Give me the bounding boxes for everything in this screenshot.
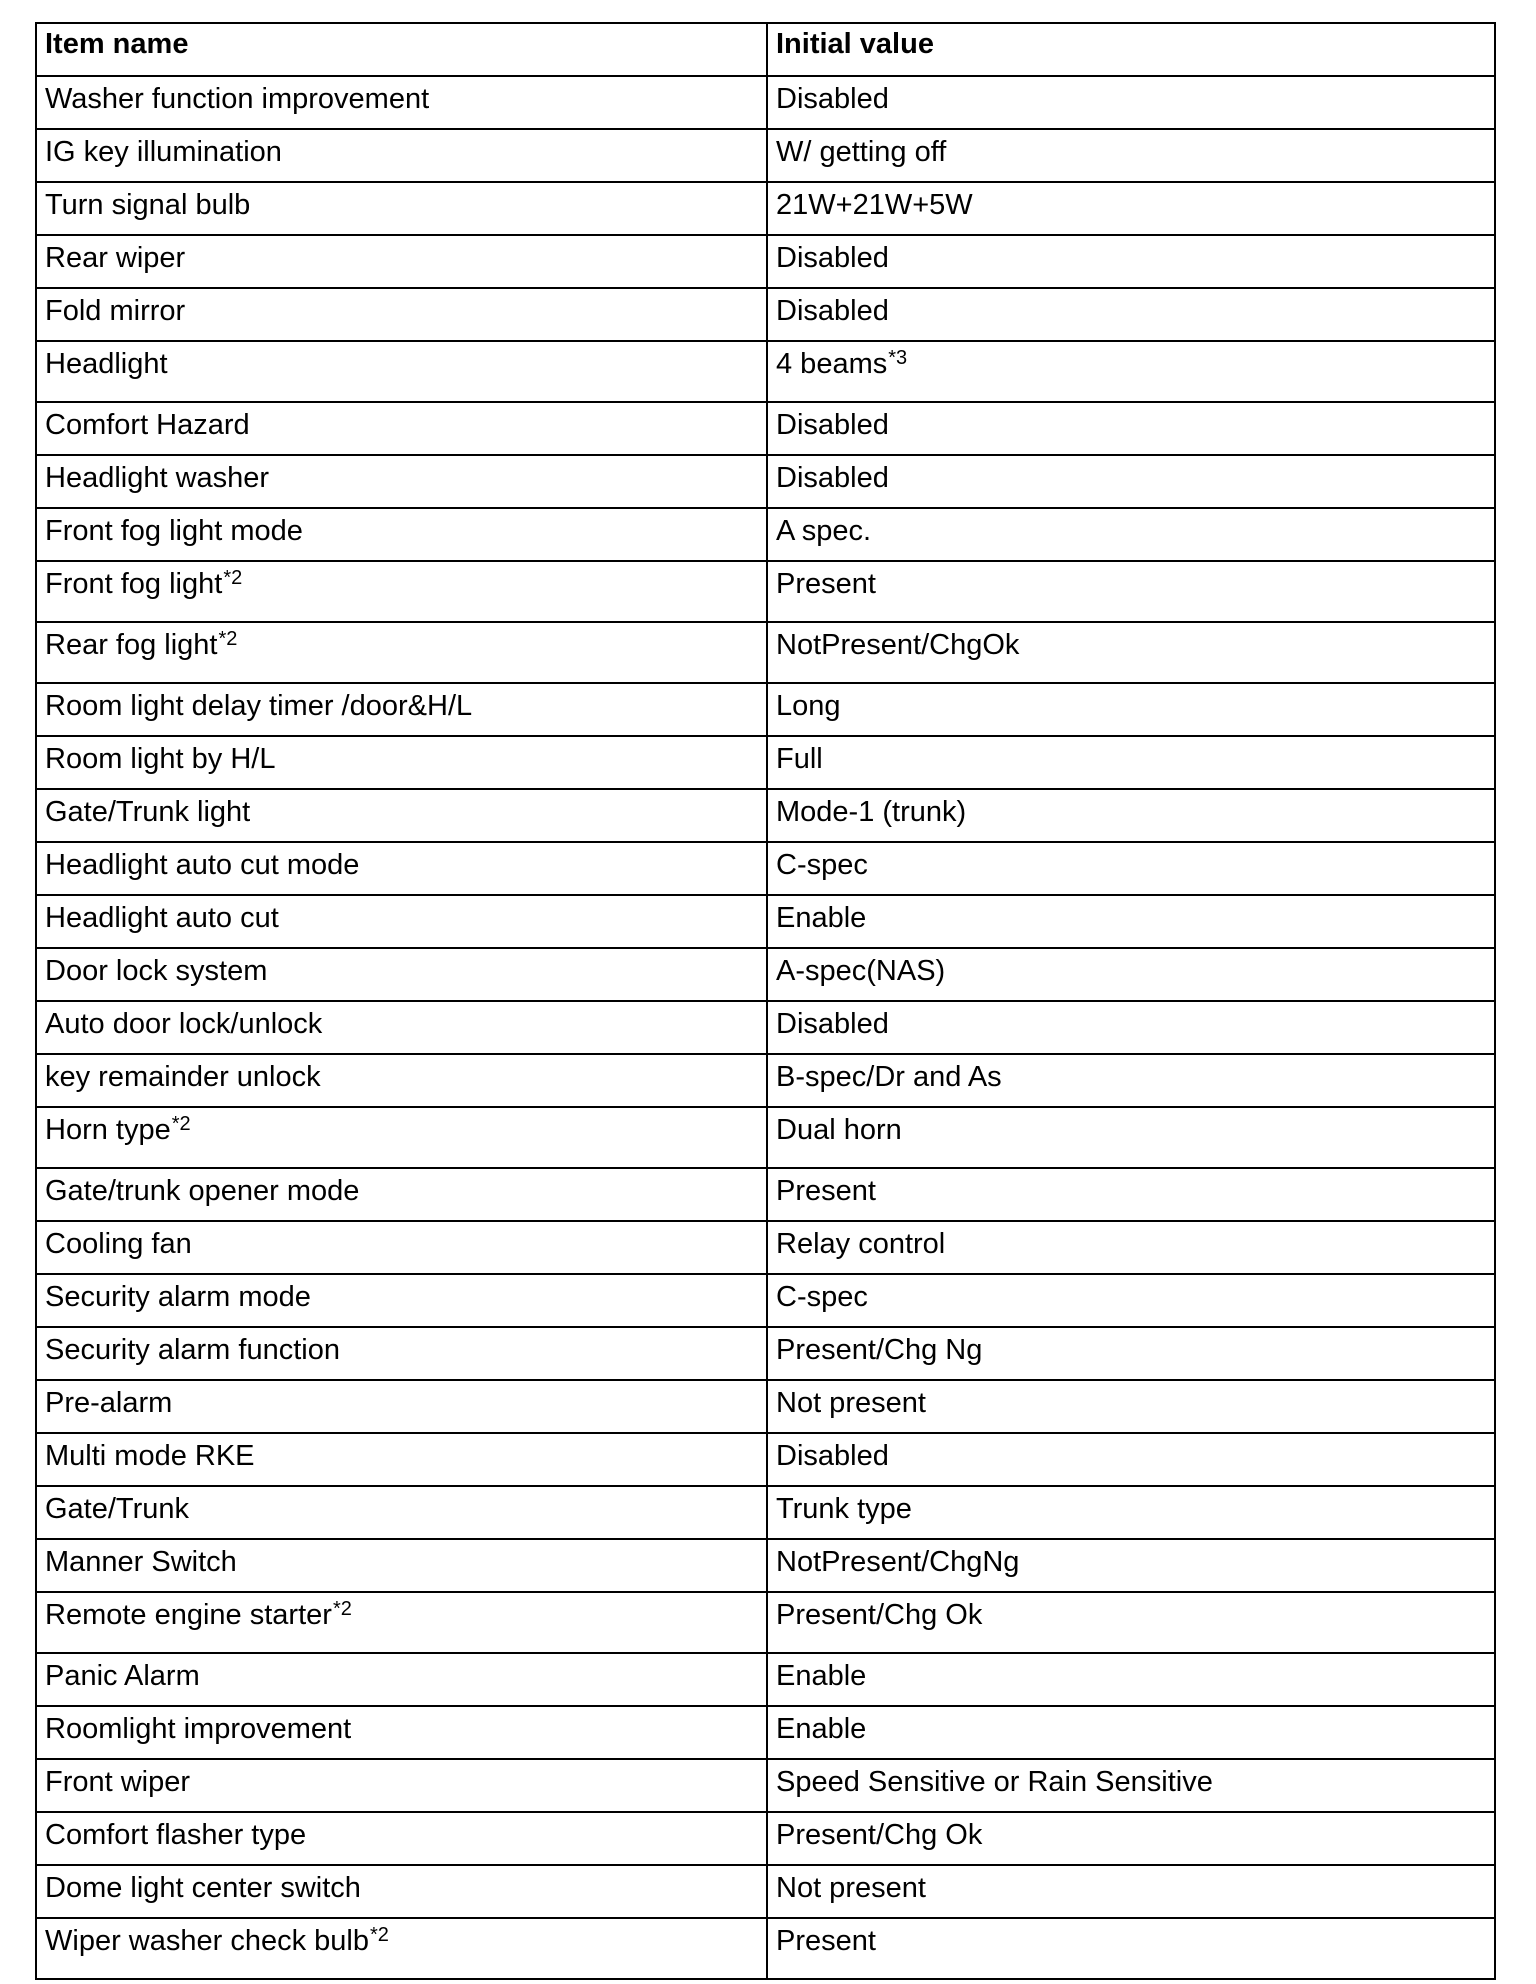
item-name-text: Room light delay timer /door&H/L	[45, 690, 473, 722]
initial-value-text: Disabled	[776, 1008, 889, 1040]
item-name-cell	[36, 1221, 767, 1274]
item-name-text: Front wiper	[45, 1766, 191, 1798]
initial-value-text: Present	[776, 1175, 876, 1207]
item-name-cell	[36, 129, 767, 182]
initial-value-text: Present	[776, 1925, 876, 1957]
table-row	[36, 508, 1495, 561]
table-row	[36, 1107, 1495, 1168]
initial-value-cell	[767, 1001, 1495, 1054]
initial-value-cell	[767, 1918, 1495, 1979]
initial-value-cell	[767, 736, 1495, 789]
item-name-text: Roomlight improvement	[45, 1713, 352, 1745]
item-name-cell	[36, 1653, 767, 1706]
initial-value-text: Disabled	[776, 1440, 889, 1472]
item-name-cell	[36, 288, 767, 341]
item-name-text: key remainder unlock	[45, 1061, 321, 1093]
table-row	[36, 341, 1495, 402]
table-row	[36, 1865, 1495, 1918]
initial-value-text: NotPresent/ChgOk	[776, 629, 1020, 661]
item-name-cell	[36, 1592, 767, 1653]
header-item-name: Item name	[36, 23, 767, 76]
item-name-text: Washer function improvement	[45, 83, 430, 115]
item-name-text: Security alarm mode	[45, 1281, 311, 1313]
item-name-cell	[36, 789, 767, 842]
initial-value-cell	[767, 1653, 1495, 1706]
initial-value-text: B-spec/Dr and As	[776, 1061, 1002, 1093]
initial-value-text: Mode-1 (trunk)	[776, 796, 967, 828]
item-name-text: Room light by H/L	[45, 743, 276, 775]
initial-value-cell	[767, 1274, 1495, 1327]
item-name-text: Multi mode RKE	[45, 1440, 255, 1472]
initial-value-cell	[767, 402, 1495, 455]
table-row	[36, 842, 1495, 895]
item-name-text: Gate/Trunk light	[45, 796, 251, 828]
initial-value-text: Disabled	[776, 242, 889, 274]
table-row	[36, 1327, 1495, 1380]
item-name-text: Headlight washer	[45, 462, 270, 494]
initial-value-cell	[767, 895, 1495, 948]
footnote-marker: *2	[223, 567, 243, 589]
initial-value-cell	[767, 76, 1495, 129]
settings-table	[35, 22, 1496, 1980]
initial-value-cell	[767, 789, 1495, 842]
item-name-cell	[36, 1865, 767, 1918]
item-name-text: Front fog light mode	[45, 515, 303, 547]
item-name-text: Door lock system	[45, 955, 268, 987]
item-name-cell	[36, 948, 767, 1001]
item-name-text: Fold mirror	[45, 295, 186, 327]
table-row	[36, 1759, 1495, 1812]
footnote-marker: *2	[171, 1113, 191, 1135]
item-name-cell	[36, 402, 767, 455]
initial-value-cell	[767, 683, 1495, 736]
initial-value-cell	[767, 622, 1495, 683]
initial-value-text: Enable	[776, 902, 867, 934]
initial-value-cell	[767, 1380, 1495, 1433]
initial-value-cell	[767, 1865, 1495, 1918]
initial-value-text: C-spec	[776, 1281, 868, 1313]
initial-value-text: Disabled	[776, 295, 889, 327]
item-name-text: Headlight auto cut	[45, 902, 279, 934]
table-row	[36, 182, 1495, 235]
initial-value-text: Full	[776, 743, 823, 775]
footnote-marker: *3	[888, 347, 908, 369]
item-name-text: Rear fog light	[45, 629, 218, 661]
item-name-cell	[36, 1001, 767, 1054]
item-name-text: Gate/Trunk	[45, 1493, 189, 1525]
item-name-text: Comfort flasher type	[45, 1819, 307, 1851]
initial-value-text: Present/Chg Ok	[776, 1819, 983, 1851]
initial-value-cell	[767, 1107, 1495, 1168]
initial-value-text: 21W+21W+5W	[776, 189, 973, 221]
initial-value-text: Disabled	[776, 83, 889, 115]
initial-value-text: Dual horn	[776, 1114, 902, 1146]
initial-value-text: Present/Chg Ok	[776, 1599, 983, 1631]
item-name-text: Front fog light	[45, 568, 223, 600]
initial-value-text: Disabled	[776, 409, 889, 441]
item-name-cell	[36, 76, 767, 129]
table-row	[36, 1486, 1495, 1539]
initial-value-cell	[767, 455, 1495, 508]
initial-value-cell	[767, 948, 1495, 1001]
table-row	[36, 895, 1495, 948]
table-row	[36, 1221, 1495, 1274]
initial-value-cell	[767, 182, 1495, 235]
initial-value-cell	[767, 341, 1495, 402]
initial-value-text: Relay control	[776, 1228, 946, 1260]
initial-value-cell	[767, 508, 1495, 561]
table-row	[36, 789, 1495, 842]
initial-value-text: C-spec	[776, 849, 868, 881]
item-name-cell	[36, 1380, 767, 1433]
item-name-cell	[36, 341, 767, 402]
item-name-cell	[36, 1433, 767, 1486]
table-row	[36, 76, 1495, 129]
table-row	[36, 683, 1495, 736]
item-name-text: Rear wiper	[45, 242, 186, 274]
item-name-text: Turn signal bulb	[45, 189, 251, 221]
initial-value-cell	[767, 1759, 1495, 1812]
footnote-marker: *2	[369, 1924, 389, 1946]
item-name-cell	[36, 1759, 767, 1812]
table-row	[36, 1706, 1495, 1759]
initial-value-text: Disabled	[776, 462, 889, 494]
item-name-text: Cooling fan	[45, 1228, 192, 1260]
table-row	[36, 288, 1495, 341]
initial-value-cell	[767, 1221, 1495, 1274]
table-row	[36, 1653, 1495, 1706]
initial-value-text: Enable	[776, 1660, 867, 1692]
initial-value-text: Not present	[776, 1387, 926, 1419]
table-row	[36, 1380, 1495, 1433]
table-header-row	[36, 23, 1495, 76]
table-row	[36, 1274, 1495, 1327]
initial-value-text: Not present	[776, 1872, 926, 1904]
initial-value-text: Long	[776, 690, 841, 722]
initial-value-cell	[767, 842, 1495, 895]
item-name-text: Manner Switch	[45, 1546, 237, 1578]
item-name-cell	[36, 182, 767, 235]
item-name-cell	[36, 1706, 767, 1759]
table-row	[36, 1433, 1495, 1486]
header-initial-value: Initial value	[767, 23, 1495, 76]
item-name-text: Pre-alarm	[45, 1387, 173, 1419]
item-name-cell	[36, 736, 767, 789]
initial-value-text: 4 beams	[776, 348, 888, 380]
item-name-text: Dome light center switch	[45, 1872, 361, 1904]
table-row	[36, 1054, 1495, 1107]
footnote-marker: *2	[218, 628, 238, 650]
item-name-text: Headlight	[45, 348, 168, 380]
item-name-cell	[36, 1486, 767, 1539]
initial-value-text: NotPresent/ChgNg	[776, 1546, 1020, 1578]
initial-value-cell	[767, 1706, 1495, 1759]
initial-value-cell	[767, 1486, 1495, 1539]
table-row	[36, 736, 1495, 789]
initial-value-cell	[767, 288, 1495, 341]
initial-value-cell	[767, 1327, 1495, 1380]
item-name-text: IG key illumination	[45, 136, 282, 168]
table-row	[36, 129, 1495, 182]
initial-value-text: A-spec(NAS)	[776, 955, 946, 987]
table-row	[36, 1001, 1495, 1054]
item-name-text: Horn type	[45, 1114, 171, 1146]
item-name-text: Panic Alarm	[45, 1660, 200, 1692]
table-row	[36, 455, 1495, 508]
item-name-cell	[36, 455, 767, 508]
item-name-cell	[36, 235, 767, 288]
table-row	[36, 1812, 1495, 1865]
initial-value-cell	[767, 235, 1495, 288]
item-name-cell	[36, 842, 767, 895]
item-name-text: Remote engine starter	[45, 1599, 332, 1631]
initial-value-text: A spec.	[776, 515, 872, 547]
initial-value-text: Present	[776, 568, 876, 600]
table-row	[36, 402, 1495, 455]
table-row	[36, 1918, 1495, 1979]
table-row	[36, 1539, 1495, 1592]
item-name-text: Wiper washer check bulb	[45, 1925, 369, 1957]
item-name-cell	[36, 1168, 767, 1221]
item-name-cell	[36, 683, 767, 736]
initial-value-text: W/ getting off	[776, 136, 947, 168]
item-name-cell	[36, 1918, 767, 1979]
table-row	[36, 1592, 1495, 1653]
initial-value-cell	[767, 1168, 1495, 1221]
initial-value-text: Present/Chg Ng	[776, 1334, 983, 1366]
table-row	[36, 948, 1495, 1001]
table-body	[36, 76, 1495, 1979]
item-name-text: Headlight auto cut mode	[45, 849, 360, 881]
item-name-text: Security alarm function	[45, 1334, 340, 1366]
item-name-text: Auto door lock/unlock	[45, 1008, 323, 1040]
initial-value-cell	[767, 1433, 1495, 1486]
item-name-cell	[36, 1539, 767, 1592]
item-name-cell	[36, 622, 767, 683]
initial-value-cell	[767, 1539, 1495, 1592]
item-name-cell	[36, 1107, 767, 1168]
initial-value-text: Enable	[776, 1713, 867, 1745]
initial-value-text: Trunk type	[776, 1493, 912, 1525]
table-row	[36, 622, 1495, 683]
initial-value-cell	[767, 561, 1495, 622]
item-name-cell	[36, 1274, 767, 1327]
item-name-cell	[36, 895, 767, 948]
item-name-text: Gate/trunk opener mode	[45, 1175, 360, 1207]
initial-value-cell	[767, 1054, 1495, 1107]
table-row	[36, 1168, 1495, 1221]
item-name-cell	[36, 1327, 767, 1380]
initial-value-cell	[767, 129, 1495, 182]
item-name-cell	[36, 1812, 767, 1865]
table-row	[36, 235, 1495, 288]
table-row	[36, 561, 1495, 622]
initial-value-cell	[767, 1592, 1495, 1653]
item-name-text: Comfort Hazard	[45, 409, 250, 441]
item-name-cell	[36, 1054, 767, 1107]
item-name-cell	[36, 508, 767, 561]
initial-value-cell	[767, 1812, 1495, 1865]
footnote-marker: *2	[332, 1598, 352, 1620]
initial-value-text: Speed Sensitive or Rain Sensitive	[776, 1766, 1213, 1798]
item-name-cell	[36, 561, 767, 622]
